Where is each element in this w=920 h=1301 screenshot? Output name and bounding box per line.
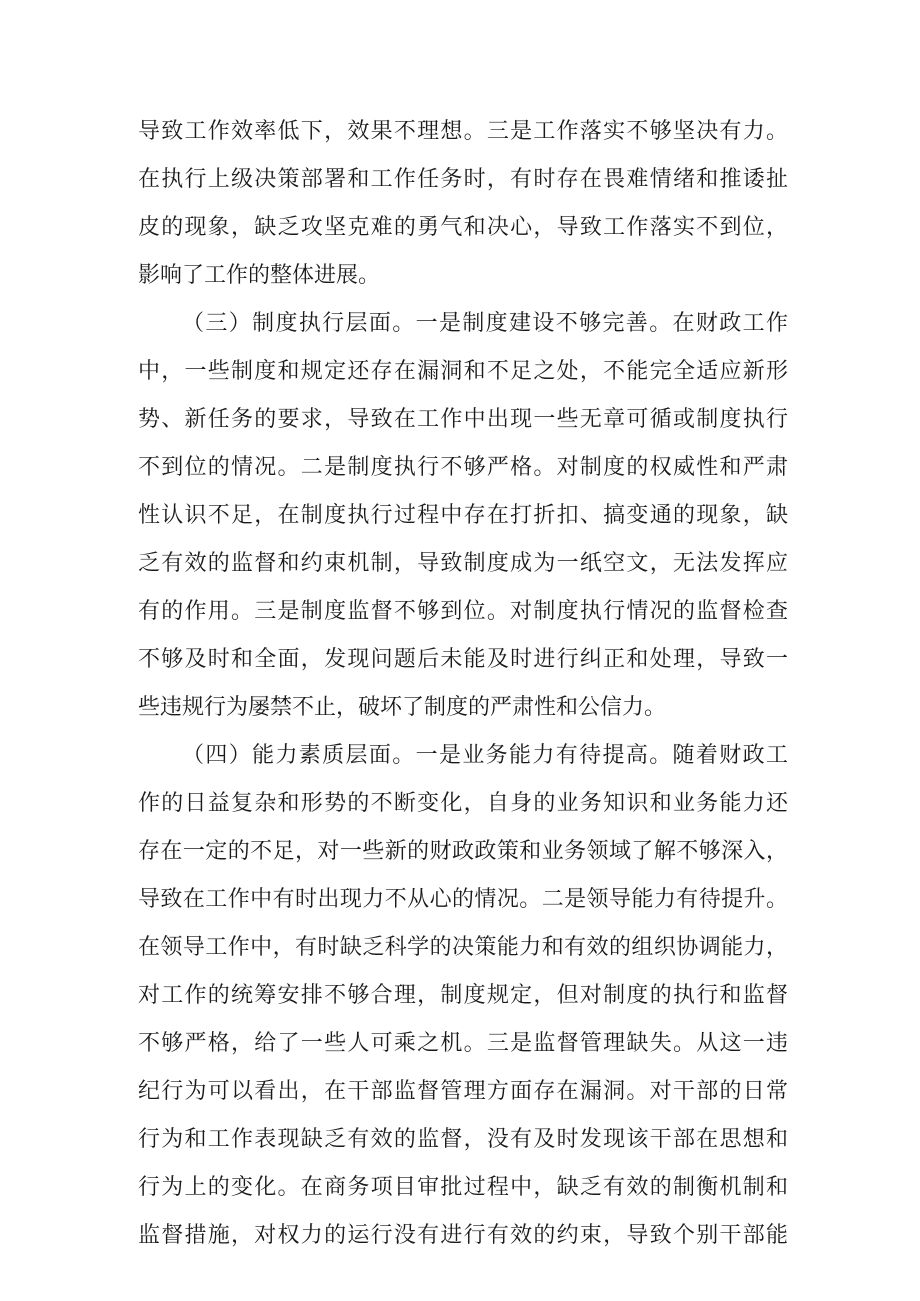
text-line: 行为和工作表现缺乏有效的监督，没有及时发现该干部在思想和 (138, 1127, 788, 1152)
text-line: 作的日益复杂和形势的不断变化，自身的业务知识和业务能力还 (138, 791, 788, 816)
text-line: 有的作用。三是制度监督不够到位。对制度执行情况的监督检查 (138, 599, 788, 624)
text-line: 中，一些制度和规定还存在漏洞和不足之处，不能完全适应新形 (138, 359, 788, 384)
text-line: 导致工作效率低下，效果不理想。三是工作落实不够坚决有力。 (138, 119, 788, 144)
document-body (138, 108, 788, 1260)
text-line: 势、新任务的要求，导致在工作中出现一些无章可循或制度执行 (138, 407, 788, 432)
text-line: 性认识不足，在制度执行过程中存在打折扣、搞变通的现象，缺 (138, 503, 788, 528)
text-line: 在领导工作中，有时缺乏科学的决策能力和有效的组织协调能力， (138, 935, 788, 960)
text-line: 存在一定的不足，对一些新的财政政策和业务领域了解不够深入， (138, 839, 788, 864)
text-line: 些违规行为屡禁不止，破坏了制度的严肃性和公信力。 (138, 695, 667, 720)
text-line: 不到位的情况。二是制度执行不够严格。对制度的权威性和严肃 (138, 455, 788, 480)
text-line: 导致在工作中有时出现力不从心的情况。二是领导能力有待提升。 (138, 887, 788, 912)
text-line: 纪行为可以看出，在干部监督管理方面存在漏洞。对干部的日常 (138, 1079, 788, 1104)
text-line: 在执行上级决策部署和工作任务时，有时存在畏难情绪和推诿扯 (138, 167, 788, 192)
paragraph-heading-line: （四）能力素质层面。一是业务能力有待提高。随着财政工 (182, 743, 788, 768)
text-line: 乏有效的监督和约束机制，导致制度成为一纸空文，无法发挥应 (138, 551, 788, 576)
text-line: 皮的现象，缺乏攻坚克难的勇气和决心，导致工作落实不到位， (138, 215, 788, 240)
text-line: 监督措施，对权力的运行没有进行有效的约束，导致个别干部能 (138, 1223, 788, 1248)
text-line: 行为上的变化。在商务项目审批过程中，缺乏有效的制衡机制和 (138, 1175, 788, 1200)
paragraph-heading-line: （三）制度执行层面。一是制度建设不够完善。在财政工作 (182, 311, 788, 336)
text-line: 对工作的统筹安排不够合理，制度规定，但对制度的执行和监督 (138, 983, 788, 1008)
text-line: 不够严格，给了一些人可乘之机。三是监督管理缺失。从这一违 (138, 1031, 788, 1056)
text-line: 影响了工作的整体进展。 (138, 263, 381, 288)
text-line: 不够及时和全面，发现问题后未能及时进行纠正和处理，导致一 (138, 647, 788, 672)
